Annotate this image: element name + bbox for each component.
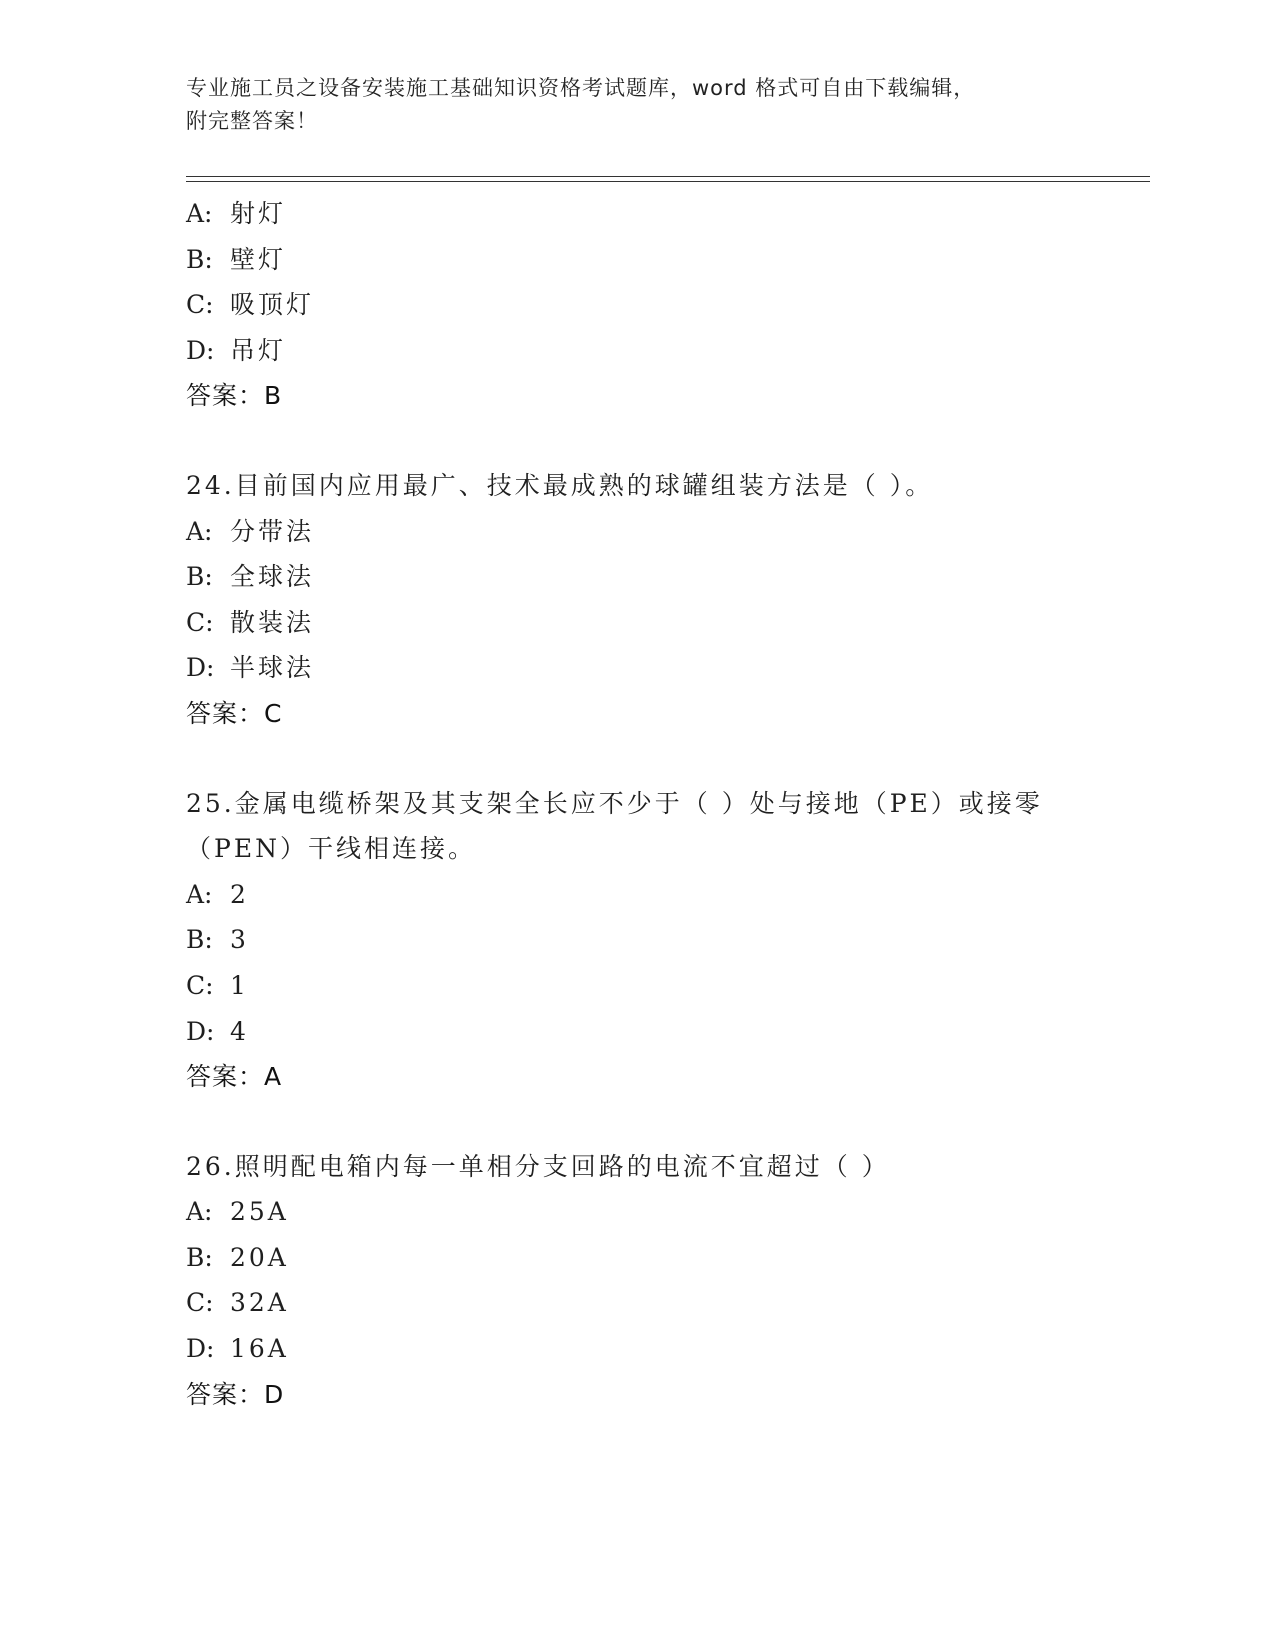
question-stem-line-2: （PEN）干线相连接。 [186,834,476,864]
option-text: 16A [230,1334,289,1364]
answer-line: 答案：D [186,1379,285,1409]
spacer [186,737,1146,781]
option-text: 25A [230,1197,289,1227]
answer-line: 答案：B [186,381,283,411]
option-b [186,1235,1146,1281]
option-c [186,1280,1146,1326]
option-a [186,191,1146,237]
option-a [186,872,1146,918]
spacer [186,419,1146,463]
option-text: 1 [230,970,249,1000]
option-label: D: [186,1334,215,1364]
question-stem: 26.照明配电箱内每一单相分支回路的电流不宜超过（ ） [186,1151,890,1181]
option-label: B: [186,244,213,274]
option-text: 射灯 [230,199,287,228]
option-d [186,1326,1146,1372]
header-line-1: 专业施工员之设备安装施工基础知识资格考试题库，word 格式可自由下载编辑， [186,76,976,100]
option-b [186,237,1146,283]
question-25 [186,781,1146,1100]
option-label: C: [186,970,214,1000]
option-label: A: [186,1197,213,1227]
option-label: C: [186,607,214,637]
spacer [186,1100,1146,1144]
option-d [186,645,1146,691]
question-24 [186,463,1146,737]
option-label: D: [186,335,215,365]
option-text: 壁灯 [230,244,287,274]
option-label: B: [186,925,213,955]
option-label: C: [186,1288,214,1318]
option-text: 吊灯 [230,335,287,365]
option-label: B: [186,1242,213,1272]
option-d [186,1009,1146,1055]
question-23 [186,191,1146,419]
option-text: 20A [230,1242,289,1272]
document-header [186,72,1066,138]
option-c [186,600,1146,646]
option-text: 32A [230,1288,289,1318]
option-label: A: [186,199,213,228]
question-stem-line-1: 25.金属电缆桥架及其支架全长应不少于（ ）处与接地（PE）或接零 [186,788,1043,818]
option-d [186,328,1146,374]
answer-line: 答案：A [186,1062,283,1092]
option-text: 4 [230,1016,249,1046]
option-a [186,509,1146,555]
option-text: 吸顶灯 [230,290,315,320]
option-text: 分带法 [230,516,315,546]
header-line-2: 附完整答案！ [186,109,318,133]
option-label: B: [186,562,213,592]
option-label: A: [186,516,213,546]
option-text: 全球法 [230,562,315,592]
option-b [186,917,1146,963]
option-text: 半球法 [230,653,315,683]
header-divider-bottom [186,181,1150,182]
question-list [186,191,1146,1417]
option-c [186,282,1146,328]
option-text: 2 [230,879,249,909]
option-a [186,1189,1146,1235]
option-b [186,554,1146,600]
answer-line: 答案：C [186,698,283,728]
option-label: C: [186,290,214,320]
question-26 [186,1144,1146,1418]
option-text: 散装法 [230,607,315,637]
question-stem: 24.目前国内应用最广、技术最成熟的球罐组装方法是（ ）。 [186,470,934,500]
header-divider-top [186,176,1150,177]
option-label: A: [186,879,213,909]
option-label: D: [186,653,215,683]
option-label: D: [186,1016,215,1046]
option-c [186,963,1146,1009]
option-text: 3 [230,925,249,955]
